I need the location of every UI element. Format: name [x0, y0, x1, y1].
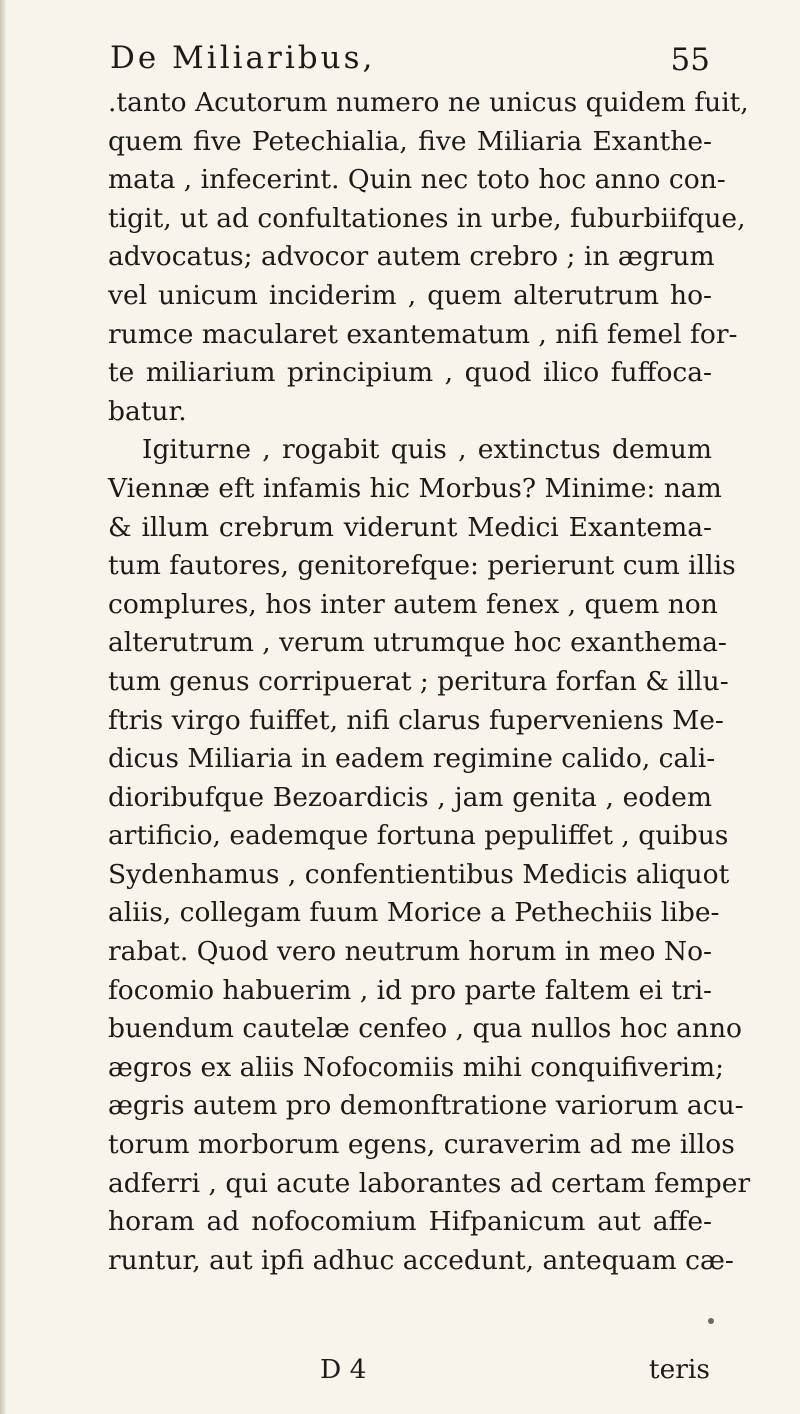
text-line: complures, hos inter autem fenex , quem non: [108, 588, 718, 620]
text-line: adferri , qui acute laborantes ad certam femper: [108, 1167, 751, 1199]
text-line: ftris virgo fuiffet, nifi clarus fuperveniens Me-: [108, 704, 724, 736]
text-line: rumce macularet exantematum , nifi femel for-: [108, 318, 738, 350]
text-line: batur.: [108, 395, 187, 427]
text-line: Sydenhamus , confentientibus Medicis aliquot: [108, 858, 730, 890]
text-line: horam ad nofocomium Hifpanicum aut affe-: [108, 1206, 712, 1238]
page-number: 55: [670, 42, 710, 78]
catchword: teris: [648, 1354, 710, 1385]
page-footer: [108, 1354, 712, 1394]
text-line: focomio habuerim , id pro parte faltem ei tri-: [108, 974, 713, 1006]
text-line: torum morborum egens, curaverim ad me illos: [108, 1129, 735, 1161]
text-line: ægris autem pro demonftratione variorum acu-: [108, 1090, 744, 1122]
text-line: advocatus; advocor autem crebro ; in ægrum: [108, 241, 715, 273]
text-line: quem five Petechialia, five Miliaria Exanthe-: [108, 125, 712, 157]
text-line: tum fautores, genitorefque: perierunt cum illis: [108, 550, 736, 582]
text-line: buendum cautelæ cenfeo , qua nullos hoc anno: [108, 1013, 743, 1045]
text-line: dioribufque Bezoardicis , jam genita , eodem: [108, 781, 712, 813]
text-line: mata , infecerint. Quin nec toto hoc anno con-: [108, 164, 726, 196]
text-line: .tanto Acutorum numero ne unicus quidem fuit,: [108, 87, 749, 118]
page-header: [110, 40, 710, 80]
text-line: Igiturne , rogabit quis , extinctus demum: [142, 434, 712, 466]
text-line: runtur, aut ipfi adhuc accedunt, antequam cæ-: [108, 1244, 734, 1276]
signature-mark: D 4: [320, 1354, 367, 1385]
ink-spot: [708, 1318, 714, 1324]
text-line: artificio, eademque fortuna pepuliffet , quibus: [108, 820, 729, 852]
text-line: vel unicum inciderim , quem alterutrum ho-: [108, 279, 712, 311]
text-line: dicus Miliaria in eadem regimine calido, cali-: [108, 743, 716, 775]
text-line: aliis, collegam fuum Morice a Pethechiis libe-: [108, 897, 720, 929]
text-line: te miliarium principium , quod ilico fuffoca-: [108, 357, 712, 389]
text-line: Viennæ eft infamis hic Morbus? Minime: nam: [108, 472, 722, 504]
running-title: De Miliaribus,: [110, 40, 376, 76]
body-text: [108, 84, 751, 1280]
text-line: ægros ex aliis Nofocomiis mihi conquifiverim;: [108, 1051, 725, 1083]
text-line: tigit, ut ad confultationes in urbe, fuburbiifque,: [108, 202, 746, 234]
text-line: rabat. Quod vero neutrum horum in meo No-: [108, 936, 712, 968]
text-line: tum genus corripuerat ; peritura forfan & illu-: [108, 665, 729, 697]
text-line: & illum crebrum viderunt Medici Exantema-: [108, 511, 712, 543]
text-line: alterutrum , verum utrumque hoc exanthema-: [108, 627, 727, 659]
